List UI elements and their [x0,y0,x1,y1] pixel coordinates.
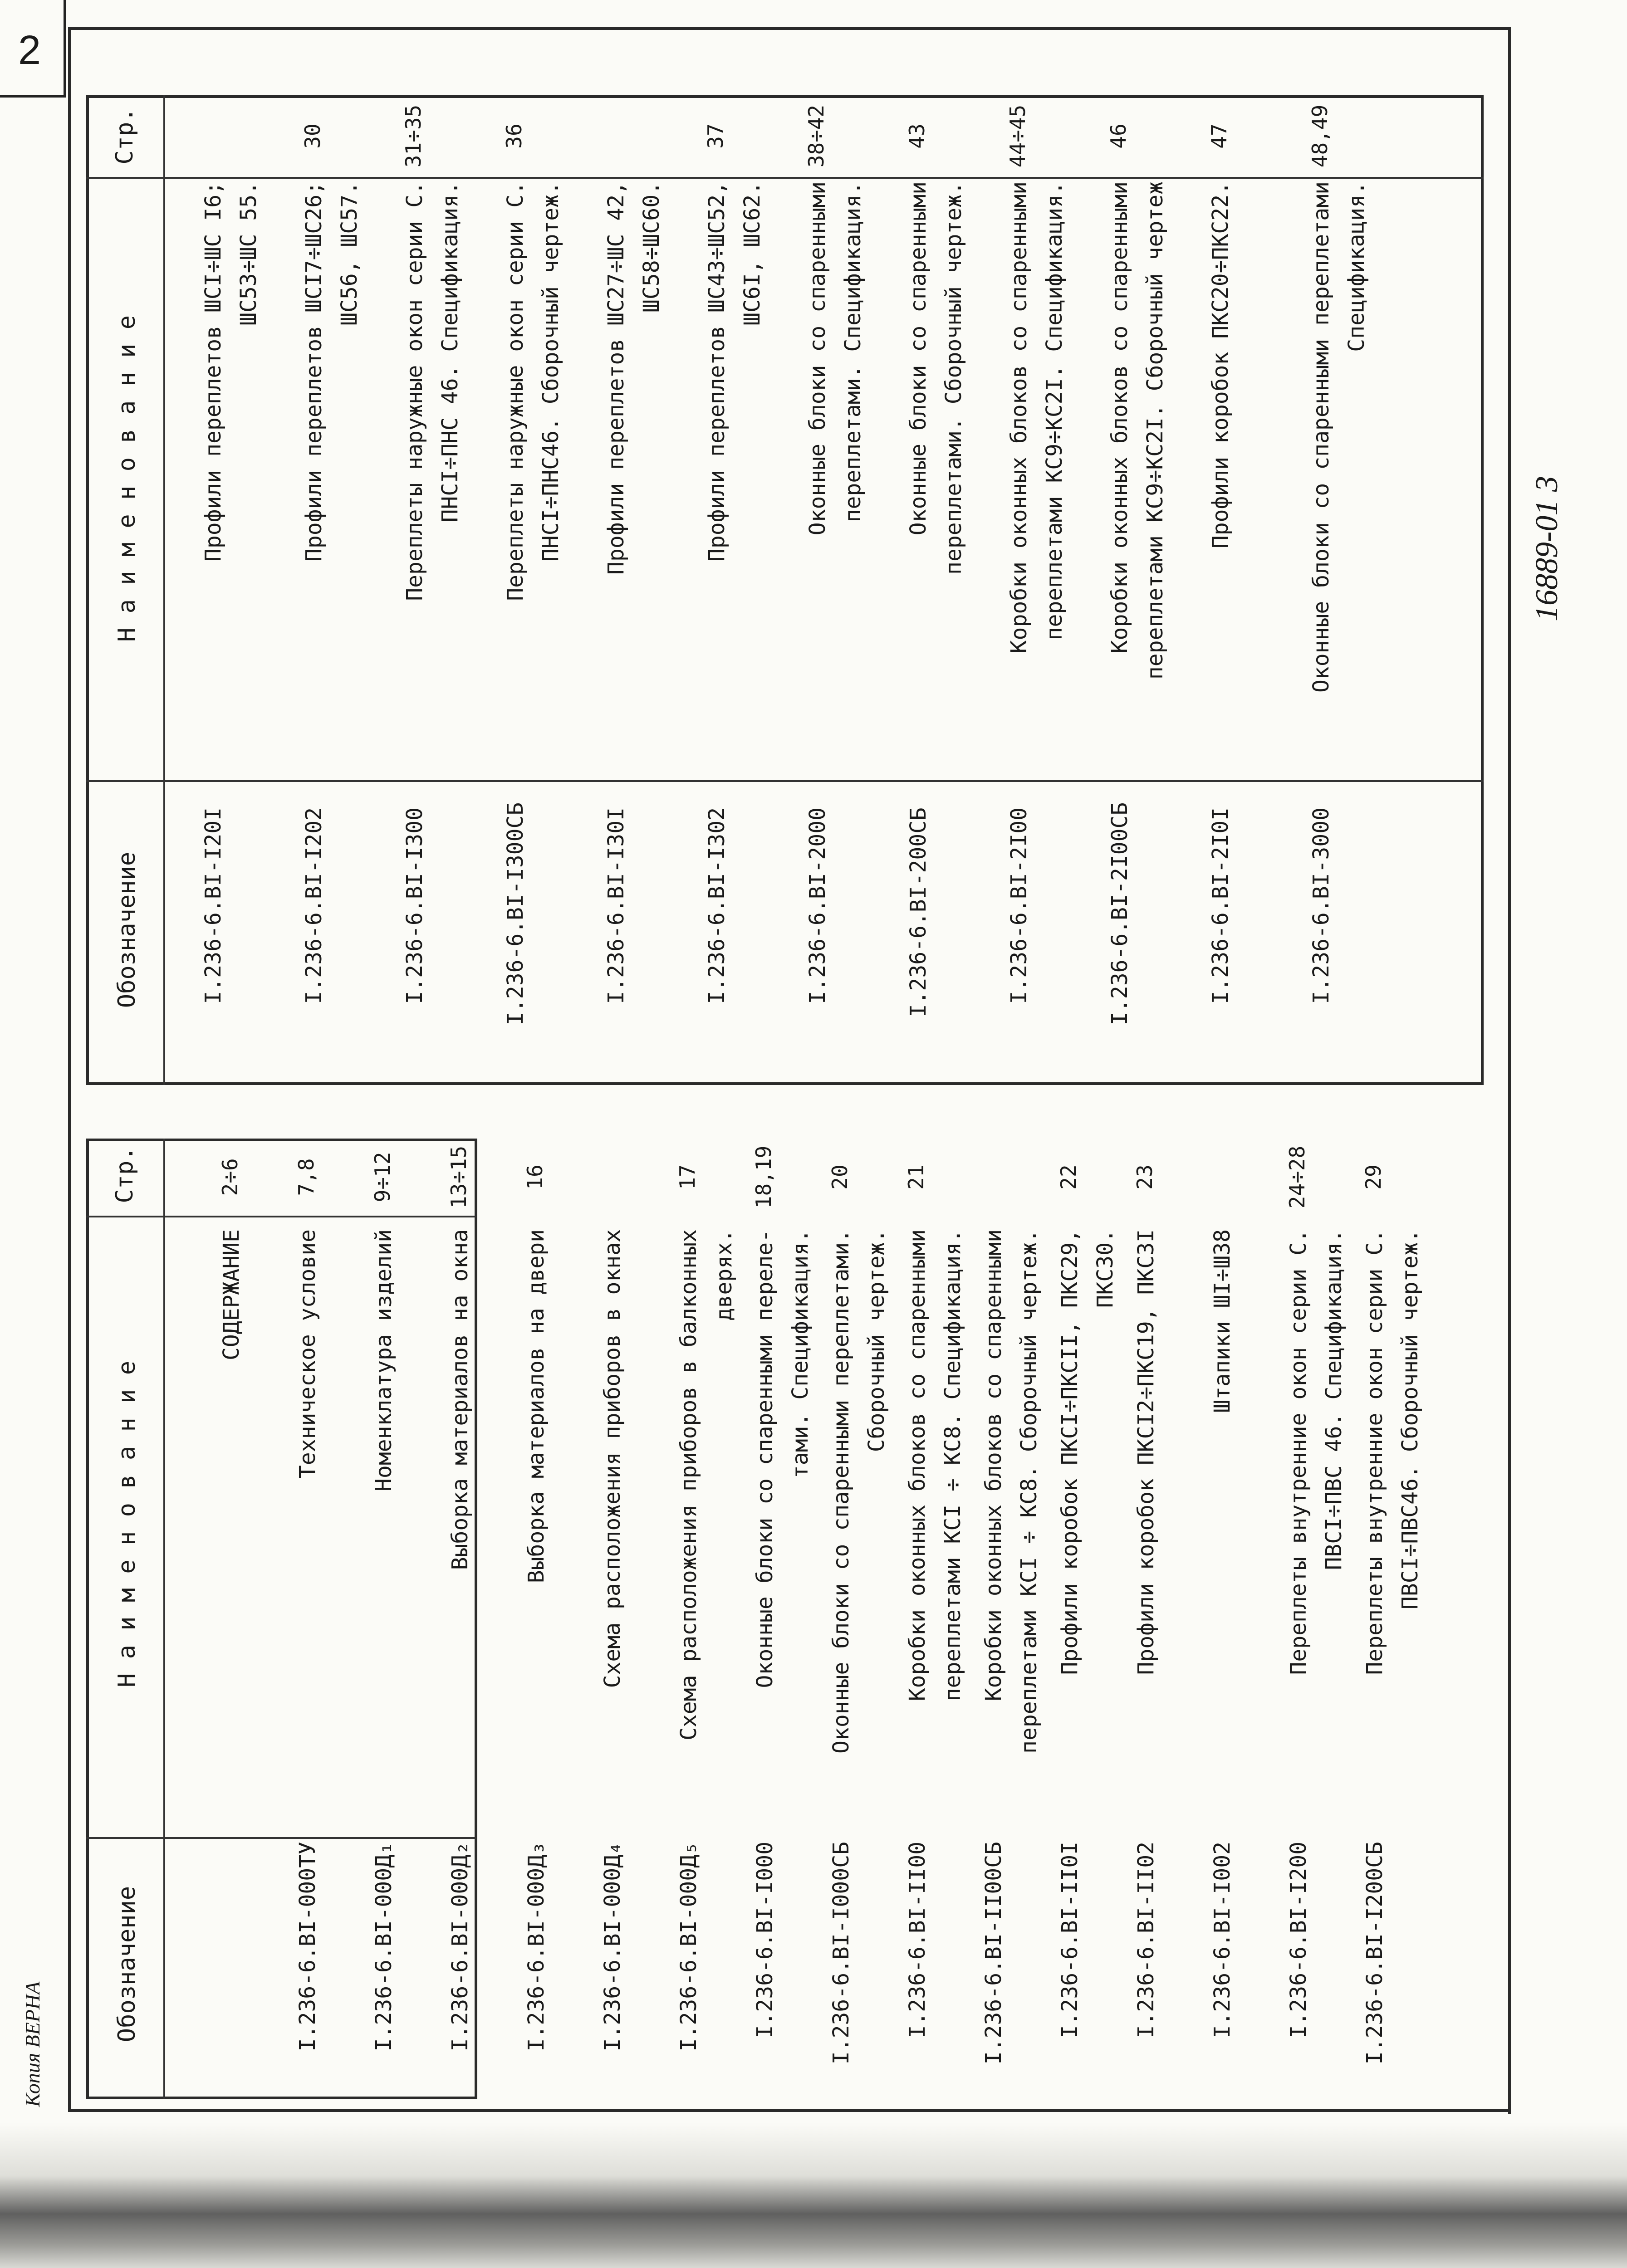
table-row-designation: I.236-6.BI-000ТУ [295,1842,320,2052]
table-row-name: Оконные блоки со спаренными [906,181,931,536]
page-number-box [0,0,66,98]
right-header-designation: Обозначение [113,851,141,1008]
right-table-left [86,95,89,1085]
table-row-name: ПНСI÷ПНС46. Сборочный чертеж. [538,181,564,562]
left-table-left [86,1139,89,2099]
table-row-designation: I.236-6.BI-2I00 [1006,807,1032,1004]
table-row-name: Профили переплетов ШС27÷ШС 42, [603,181,629,575]
right-col-sep-name [86,780,1484,782]
table-row-designation: I.236-6.BI-I20I [201,807,226,1004]
left-col-sep-page [86,1216,476,1217]
table-row-name: Оконные блоки со спаренными переплетами. [828,1229,854,1754]
right-header-page: Стр. [111,108,138,165]
table-row-name: переплетами. Сборочный чертеж. [941,181,966,575]
table-row-name: Коробки оконных блоков со спаренными [1107,181,1132,654]
table-row-name: Переплеты наружные окон серии С. [503,181,528,601]
table-row-page: 43 [905,123,929,149]
table-row-name: Спецификация. [1344,181,1369,352]
right-table-right [1481,95,1484,1085]
table-row-name: переплетами КС9÷КС2I. Спецификация. [1042,181,1067,640]
table-row-name: Оконные блоки со спаренными переплетами [1308,181,1334,693]
table-row-page: 48,49 [1308,104,1332,168]
table-row-designation: I.236-6.BI-2I00СБ [1107,802,1132,1025]
table-row-page: 46 [1106,123,1131,149]
table-row-name: Номенклатура изделий [371,1229,397,1491]
table-row-name: Профили коробок ПКСI÷ПКСII, ПКС29, [1057,1229,1083,1675]
table-row-page: 44÷45 [1005,104,1030,168]
table-row-name: Переплеты наружные окон серии С. [402,181,427,601]
table-row-designation: I.236-6.BI-I200СБ [1362,1842,1387,2065]
scan-edge-shadow [0,2123,1627,2268]
frame-top [68,27,1511,30]
left-header-sep [163,1139,165,2099]
left-table-top [86,1139,476,1141]
table-row-name: Выборка материалов на двери [524,1229,549,1584]
table-row-name: Переплеты внутренние окон серии С. [1362,1229,1387,1675]
table-row-name: Схема расположения приборов в окнах [600,1229,625,1688]
table-row-designation: I.236-6.BI-000Д₂ [447,1842,473,2052]
table-row-designation: I.236-6.BI-I300СБ [503,802,528,1025]
table-row-name: Профили коробок ПКСI2÷ПКС19, ПКС3I [1133,1229,1159,1675]
right-table-top [86,95,1484,98]
right-header-name: Н а и м е н о в а н и е [113,315,141,642]
left-col-sep-name [86,1837,476,1839]
left-header-designation: Обозначение [113,1886,141,2043]
table-row-name: дверях. [711,1229,737,1321]
table-row-page: 2÷6 [218,1158,242,1196]
copy-stamp: Копия ВЕРНА [21,1981,44,2107]
table-row-designation: I.236-6.BI-I002 [1210,1842,1235,2038]
table-row-name: ПКС30. [1093,1229,1118,1308]
frame-bottom [68,2109,1511,2112]
table-row-name: Профили переплетов ШСI÷ШС I6; [201,181,226,562]
table-row-page: 20 [828,1164,852,1190]
table-row-name: Коробки оконных блоков со спаренными [905,1229,930,1701]
table-row-name: Коробки оконных блоков со спаренными [1006,181,1032,654]
table-row-designation: I.236-6.BI-3000 [1308,807,1334,1004]
table-row-designation: I.236-6.BI-000Д₃ [524,1842,549,2052]
table-row-name: СОДЕРЖАНИЕ [219,1229,244,1360]
table-row-designation: I.236-6.BI-I30I [603,807,629,1004]
table-row-name: переплетами КСI ÷ КС8. Спецификация. [940,1229,965,1701]
table-row-page: 31÷35 [401,104,426,168]
table-row-name: ШС56, ШС57. [337,181,362,326]
table-row-designation: I.236-6.BI-II00 [905,1842,930,2038]
table-row-name: ШС53÷ШС 55. [236,181,261,326]
table-row-designation: I.236-6.BI-000Д₁ [371,1842,397,2052]
left-table-bottom [86,2097,476,2099]
table-row-page: 16 [523,1164,547,1190]
table-row-name: Коробки оконных блоков со спаренными [981,1229,1006,1701]
table-row-name: ПНСI÷ПНС 46. Спецификация. [437,181,463,523]
frame-right [1508,27,1511,2114]
table-row-name: Оконные блоки со спаренными переле- [752,1229,778,1688]
table-row-designation: I.236-6.BI-II0I [1057,1842,1083,2038]
table-row-page: 36 [502,123,526,149]
table-row-designation: I.236-6.BI-I200 [1286,1842,1311,2038]
table-row-designation: I.236-6.BI-I202 [301,807,327,1004]
table-row-page: 22 [1056,1164,1081,1190]
table-row-page: 23 [1132,1164,1157,1190]
frame-left [68,27,71,2109]
table-row-name: переплетами. Спецификация. [840,181,866,523]
left-header-name: Н а и м е н о в а н и е [113,1360,141,1688]
table-row-name: ШС6I, ШС62. [740,181,765,326]
table-row-page: 38÷42 [804,104,828,168]
table-row-page: 17 [675,1164,700,1190]
table-row-designation [212,1842,250,2068]
left-header-page: Стр. [111,1146,138,1203]
table-row-page: 7,8 [294,1158,319,1196]
table-row-designation: I.236-6.BI-2I0I [1208,807,1233,1004]
table-row-designation: I.236-6.BI-II02 [1133,1842,1159,2038]
table-row-name: Профили переплетов ШС43÷ШС52, [704,181,730,562]
table-row-designation: I.236-6.BI-I302 [704,807,730,1004]
table-row-page: 24÷28 [1285,1145,1309,1209]
table-row-name: Оконные блоки со спаренными [805,181,830,536]
right-col-sep-page [86,177,1484,179]
table-row-name: ШС58÷ШС60. [639,181,664,313]
table-row-page: 30 [300,123,325,149]
table-row-name: тами. Спецификация. [788,1229,813,1479]
page-number: 2 [18,28,41,73]
table-row-designation: I.236-6.BI-I300 [402,807,427,1004]
table-row-name: переплетами КСI ÷ КС8. Сборочный чертеж. [1016,1229,1042,1754]
table-row-designation: I.236-6.BI-000Д₄ [600,1842,625,2052]
table-row-page: 18,19 [751,1145,776,1209]
right-table-bottom [86,1082,1484,1085]
table-row-name: Профили переплетов ШСI7÷ШС26; [301,181,327,562]
table-row-designation: I.236-6.BI-200СБ [906,807,931,1017]
table-row-page: 37 [703,123,728,149]
table-row-page: 13÷15 [446,1145,471,1209]
table-row-name: Выборка материалов на окна [447,1229,473,1570]
table-row-designation: I.236-6.BI-I000СБ [828,1842,854,2065]
table-row-page: 47 [1207,123,1231,149]
table-row-name: Схема расположения приборов в балконных [676,1229,701,1741]
table-row-name: переплетами КС9÷КС2I. Сборочный чертеж [1142,181,1168,680]
document-code: 16889-01 3 [1529,476,1564,621]
right-header-sep [163,95,165,1085]
table-row-designation: I.236-6.BI-2000 [805,807,830,1004]
table-row-name: ПВСI÷ПВС 46. Спецификация. [1321,1229,1347,1570]
table-row-name: ПВСI÷ПВС46. Сборочный чертеж. [1397,1229,1423,1610]
table-row-page: 29 [1361,1164,1386,1190]
table-row-name: Профили коробок ПКС20÷ПКС22. [1208,181,1233,549]
table-row-name: Штапики ШI÷Ш38 [1210,1229,1235,1413]
table-row-designation: I.236-6.BI-000Д₅ [676,1842,701,2052]
table-row-page: 21 [904,1164,928,1190]
table-row-designation: I.236-6.BI-I000 [752,1842,778,2038]
table-row-page: 9÷12 [370,1152,395,1202]
table-row-name: Техническое условие [295,1229,320,1479]
table-row-name: Переплеты внутренние окон серии С. [1286,1229,1311,1675]
table-row-designation: I.236-6.BI-II00СБ [981,1842,1006,2065]
table-row-name: Сборочный чертеж. [864,1229,889,1452]
